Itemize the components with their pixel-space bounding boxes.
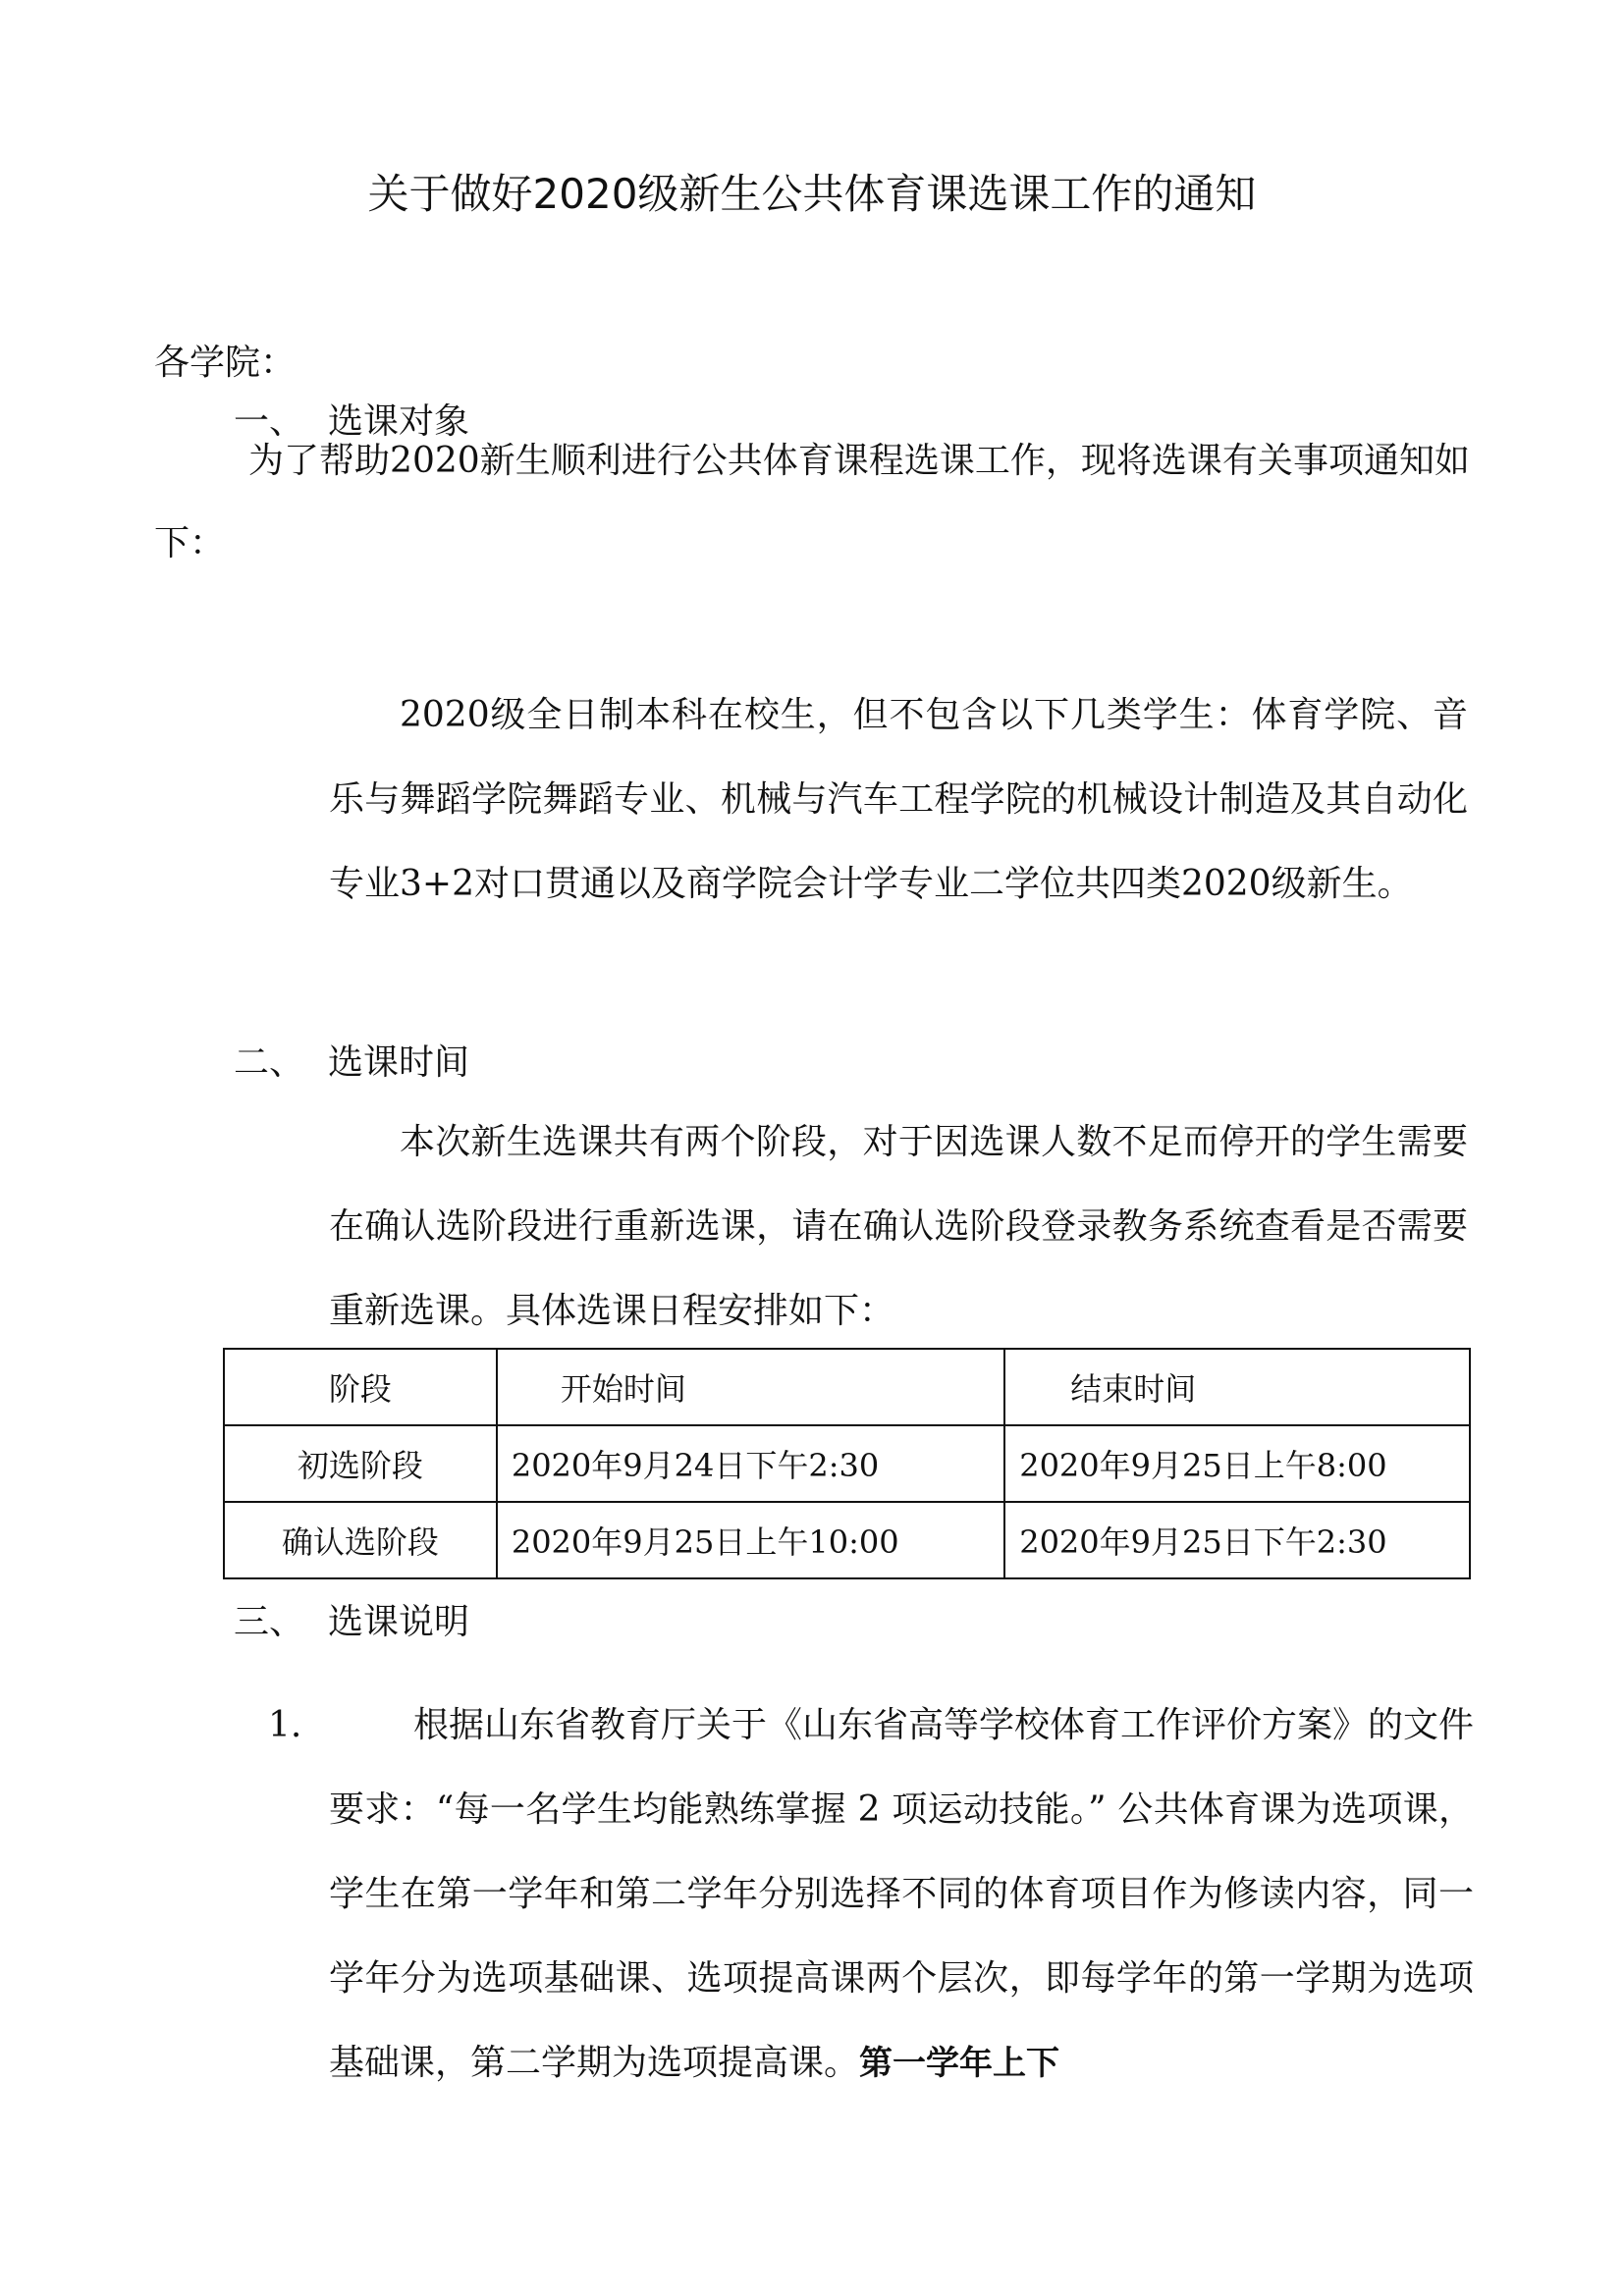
- table-row: [224, 1425, 1470, 1502]
- cell-start-time: 2020年9月25日上午10:00: [497, 1502, 1004, 1578]
- list-item-body: 根据山东省教育厅关于《山东省高等学校体育工作评价方案》的文件要求：“每一名学生均能熟练掌握 2 项运动技能。” 公共体育课为选项课，学生在第一学年和第二学年分别选择不同的体育项目作为修读内容，同一学年分为选项基础课、选项提高课两个层次，即每学年的第一学期为选项基础课，第二学期为选项提高课。: [329, 1705, 1475, 2083]
- section-title: 选课说明: [328, 1601, 470, 1642]
- section-number: 一、: [234, 400, 305, 442]
- section-2-body: 本次新生选课共有两个阶段，对于因选课人数不足而停开的学生需要在确认选阶段进行重新选课，请在确认选阶段登录教务系统查看是否需要重新选课。具体选课日程安排如下：: [329, 1122, 1468, 1331]
- list-item: [268, 1683, 1474, 2106]
- cell-start-time: 2020年9月24日下午2:30: [497, 1425, 1004, 1502]
- cell-stage: 初选阶段: [224, 1425, 497, 1502]
- page-title: 关于做好2020级新生公共体育课选课工作的通知: [367, 170, 1257, 218]
- list-item-number: 1.: [268, 1705, 302, 1745]
- cell-end-time: 2020年9月25日下午2:30: [1004, 1502, 1470, 1578]
- schedule-table: [223, 1348, 1471, 1579]
- section-number: 二、: [234, 1041, 305, 1083]
- list-item-text: [268, 1683, 1474, 2106]
- list-item-emphasis: 第一学年上下: [859, 2044, 1060, 2083]
- section-heading-2: [234, 1030, 469, 1089]
- cell-end-time: 2020年9月25日上午8:00: [1004, 1425, 1470, 1502]
- section-heading-1: [234, 389, 469, 448]
- section-title: 选课对象: [328, 400, 470, 442]
- section-number: 三、: [234, 1601, 305, 1642]
- cell-stage: 确认选阶段: [224, 1502, 497, 1578]
- header-stage: 阶段: [224, 1349, 497, 1425]
- section-1-body: 2020级全日制本科在校生，但不包含以下几类学生：体育学院、音乐与舞蹈学院舞蹈专业、机械与汽车工程学院的机械设计制造及其自动化专业3+2对口贯通以及商学院会计学专业二学位共四类2020级新生。: [329, 695, 1468, 904]
- intro-paragraph: 为了帮助2020新生顺利进行公共体育课程选课工作，现将选课有关事项通知如下：: [154, 441, 1470, 563]
- header-start-time: 开始时间: [497, 1349, 1004, 1425]
- salutation: 各学院：: [154, 343, 297, 383]
- section-title: 选课时间: [328, 1041, 470, 1083]
- section-heading-3: [234, 1589, 469, 1648]
- table-row: [224, 1502, 1470, 1578]
- header-end-time: 结束时间: [1004, 1349, 1470, 1425]
- table-header-row: [224, 1349, 1470, 1425]
